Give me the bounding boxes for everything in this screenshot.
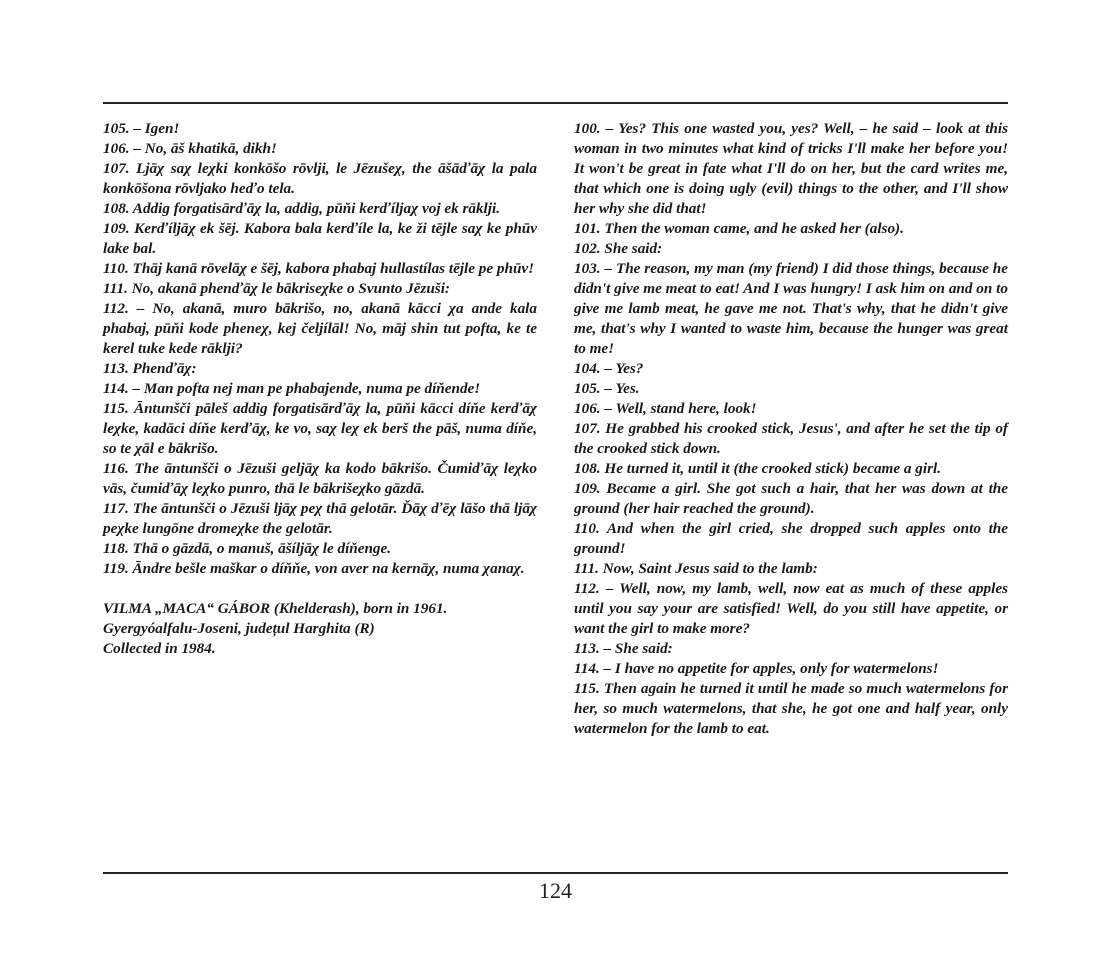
translation-line: 112. – Well, now, my lamb, well, now eat as much of these apples until you say your are satisfied! Well, do you still have appetite, or want the girl to make more?	[574, 580, 1008, 637]
translation-line: 103. – The reason, my man (my friend) I did those things, because he didn't give me meat to eat! And I was hungry! I ask him on and on to give me lamb meat, he gave me not. That's why, that he didn't give me, that's why I wanted to waste him, because the hunger was great to me!	[574, 260, 1008, 357]
right-column	[574, 119, 1008, 739]
verse-line: 115. Āntunšči pāleš addig forgatisārďāχ la, pūňi kācci díňe kerďāχ leχke, kadāci díňe kerďāχ, ke vo, saχ leχ ek berš the pāš, numa díňe, so te χāl e bākrišo.	[103, 400, 537, 457]
narrator-credit: VILMA „MACA“ GÁBOR (Khelderash), born in 1961.	[103, 600, 448, 617]
translation-line: 106. – Well, stand here, look!	[574, 400, 757, 417]
translation-line: 101. Then the woman came, and he asked her (also).	[574, 220, 904, 237]
translation-line: 108. He turned it, until it (the crooked stick) became a girl.	[574, 460, 942, 477]
verse-line: 107. Ljāχ saχ leχki konkōšo rōvlji, le Jēzušeχ, the āšāďāχ la pala konkōšona rōvljako heďo tela.	[103, 160, 537, 197]
collection-date: Collected in 1984.	[103, 640, 216, 657]
translation-line: 114. – I have no appetite for apples, only for watermelons!	[574, 660, 939, 677]
bottom-rule	[103, 872, 1008, 874]
verse-line: 112. – No, akanā, muro bākrišo, no, akanā kācci χa ande kala phabaj, pūňi kode pheneχ, kej čeljílāl! No, māj shin tut pofta, ke te kerel tuke kede rāklji?	[103, 300, 537, 357]
translation-line: 109. Became a girl. She got such a hair, that her was down at the ground (her hair reached the ground).	[574, 480, 1008, 517]
verse-line: 113. Phenďāχ:	[103, 360, 197, 377]
page-number: 124	[539, 878, 572, 903]
verse-line: 106. – No, āš khatikā, dikh!	[103, 140, 277, 157]
verse-line: 110. Thāj kanā rōvelāχ e šēj, kabora phabaj hullastílas tējle pe phūv!	[103, 260, 535, 277]
verse-line: 105. – Igen!	[103, 120, 180, 137]
verse-line: 111. No, akanā phenďāχ le bākriseχke o Svunto Jēzuši:	[103, 280, 450, 297]
translation-line: 105. – Yes.	[574, 380, 640, 397]
translation-line: 100. – Yes? This one wasted you, yes? Well, – he said – look at this woman in two minutes what kind of tricks I'll make her before you! It won't be great in fate what I'll do on her, but the card writes me, that which one is doing ugly (evil) things to the other, and I'll show her why she did that!	[574, 120, 1008, 217]
verse-line: 116. The āntunšči o Jēzuši geljāχ ka kodo bākrišo. Čumiďāχ leχko vās, čumiďāχ leχko punro, thā le bākrišeχko gāzdā.	[103, 460, 537, 497]
translation-line: 107. He grabbed his crooked stick, Jesus', and after he set the tip of the crooked stick down.	[574, 420, 1008, 457]
verse-line: 119. Āndre bešle maškar o díňňe, von aver na kernāχ, numa χanaχ.	[103, 560, 525, 577]
translation-line: 104. – Yes?	[574, 360, 644, 377]
left-column	[103, 119, 537, 659]
verse-line: 114. – Man pofta nej man pe phabajende, numa pe díňende!	[103, 380, 481, 397]
top-rule	[103, 102, 1008, 104]
verse-line: 108. Addig forgatisārďāχ la, addig, pūňi kerďíljaχ voj ek rāklji.	[103, 200, 501, 217]
verse-line: 118. Thā o gāzdā, o manuš, āšíljāχ le díňenge.	[103, 540, 392, 557]
narrator-place: Gyergyóalfalu-Joseni, județul Harghita (R)	[103, 620, 375, 637]
verse-line: 109. Kerďíljāχ ek šēj. Kabora bala kerďíle la, ke ži tējle saχ ke phūv lake bal.	[103, 220, 537, 257]
translation-line: 110. And when the girl cried, she dropped such apples onto the ground!	[574, 520, 1008, 557]
verse-line: 117. The āntunšči o Jēzuši ljāχ peχ thā gelotār. Ďāχ ďēχ lāšo thā ljāχ peχke lungōne dromeχke the gelotār.	[103, 500, 537, 537]
translation-line: 102. She said:	[574, 240, 663, 257]
translation-line: 113. – She said:	[574, 640, 673, 657]
translation-line: 115. Then again he turned it until he made so much watermelons for her, so much watermelons, that she, he got one and half year, only watermelon for the lamb to eat.	[574, 680, 1008, 737]
translation-line: 111. Now, Saint Jesus said to the lamb:	[574, 560, 818, 577]
